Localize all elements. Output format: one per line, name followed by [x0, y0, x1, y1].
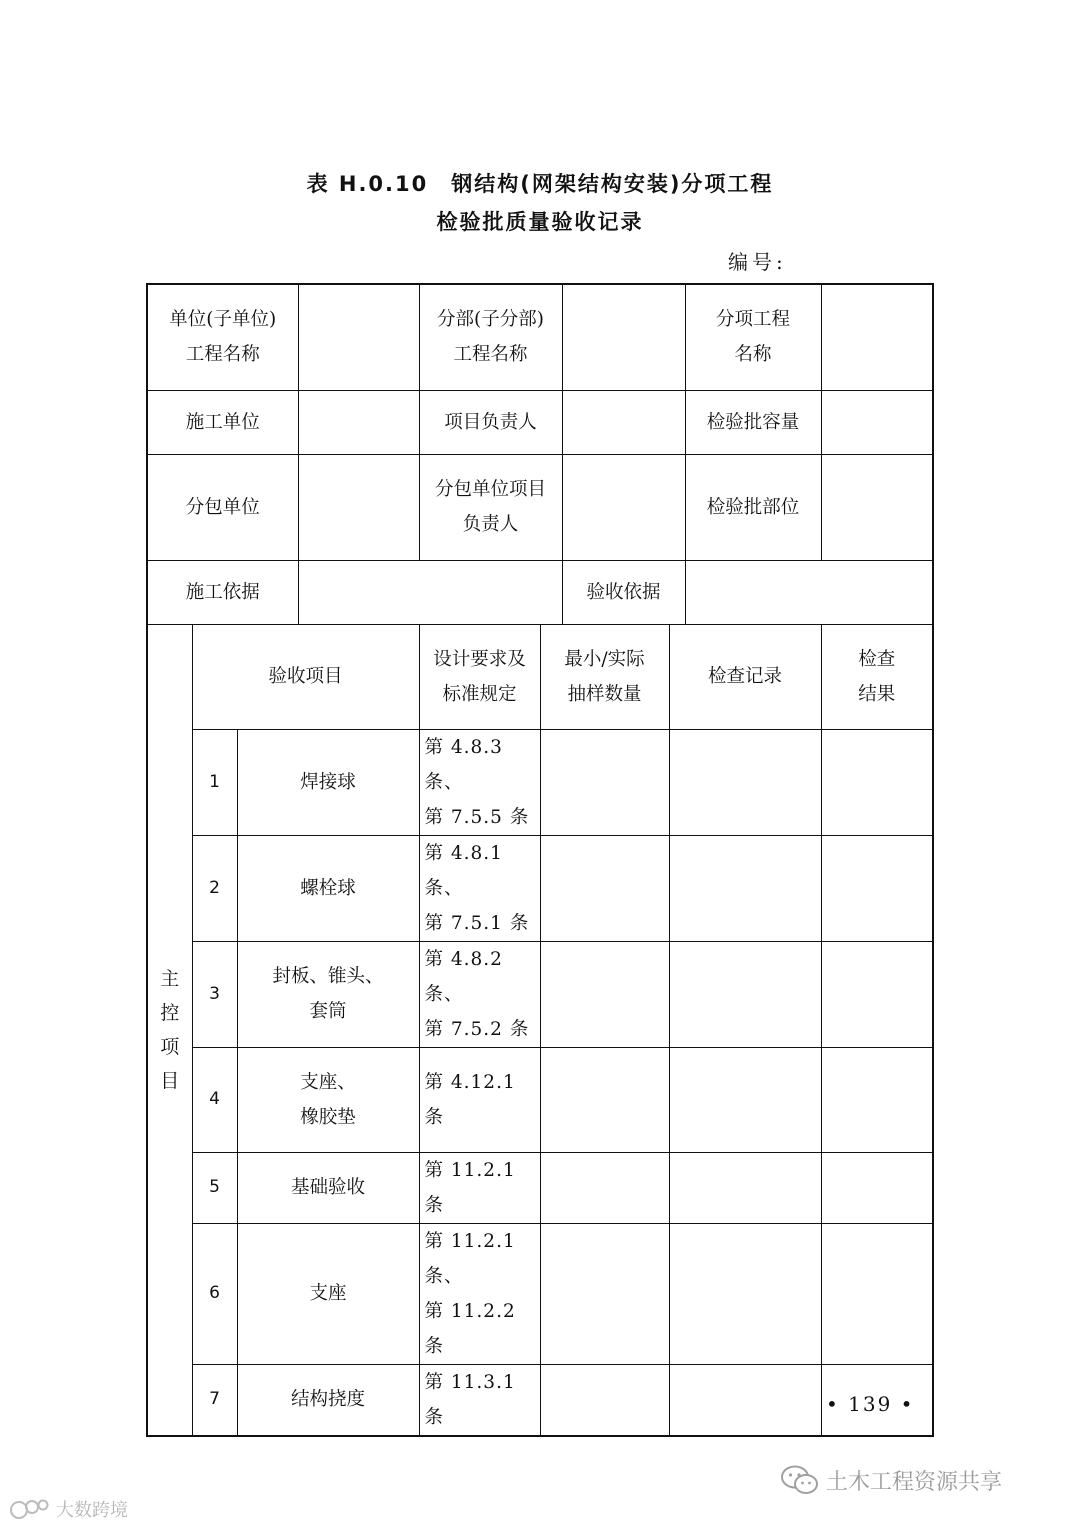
clause-line1: 第 4.8.3 条、: [424, 736, 503, 793]
unit-name-label-line2: 工程名称: [185, 344, 260, 366]
item-name-line1: 封板、锥头、: [272, 966, 384, 987]
inspection-record-table: [146, 283, 934, 1437]
clause-line1: 第 4.12.1 条: [424, 1071, 516, 1128]
main-control-label-char4: 目: [160, 1069, 180, 1092]
subcontract-unit-label: 分包单位: [147, 454, 298, 560]
watermark-right: [780, 1464, 1002, 1496]
document-title-line2: 检验批质量验收记录: [436, 210, 644, 234]
result-value-cell[interactable]: [821, 729, 933, 835]
column-header-result-cell: [821, 624, 933, 729]
row-number: 5: [192, 1152, 237, 1223]
clause-line1: 第 11.3.1 条: [424, 1371, 516, 1428]
acceptance-basis-label: 验收依据: [562, 560, 685, 624]
column-header-row: [147, 624, 933, 729]
subitem-name-label-line1: 分项工程: [715, 309, 790, 331]
subitem-name-label-cell: [685, 284, 821, 390]
unit-name-label-line1: 单位(子单位): [169, 309, 277, 331]
table-row: [147, 1364, 933, 1436]
row-number: 3: [192, 941, 237, 1047]
sampling-value-cell[interactable]: [540, 835, 669, 941]
record-value-cell[interactable]: [669, 1223, 821, 1364]
main-control-label-cell: [147, 624, 192, 1436]
item-name-line1: 结构挠度: [290, 1389, 365, 1410]
unit-name-label-cell: [147, 284, 298, 390]
clause-line1: 第 11.2.1 条: [424, 1159, 516, 1216]
record-value-cell[interactable]: [669, 1047, 821, 1152]
item-name-cell: [237, 729, 419, 835]
clause-line1: 第 11.2.1 条、: [424, 1230, 516, 1287]
record-value-cell[interactable]: [669, 835, 821, 941]
record-value-cell[interactable]: [669, 729, 821, 835]
table-row: [147, 729, 933, 835]
row-number: 7: [192, 1364, 237, 1436]
batch-capacity-label: 检验批容量: [685, 390, 821, 454]
clause-line2: 第 7.5.5 条: [424, 806, 530, 828]
document-title-line1: 表 H.0.10 钢结构(网架结构安装)分项工程: [306, 172, 774, 196]
construction-unit-label: 施工单位: [147, 390, 298, 454]
column-header-design-line2: 标准规定: [442, 683, 517, 705]
sampling-value-cell[interactable]: [540, 1364, 669, 1436]
record-value-cell[interactable]: [669, 1364, 821, 1436]
brand-logo-icon: [8, 1496, 52, 1522]
watermark-right-text: 土木工程资源共享: [826, 1469, 1003, 1495]
item-name-cell: [237, 835, 419, 941]
result-value-cell[interactable]: [821, 1223, 933, 1364]
row-number: 1: [192, 729, 237, 835]
clause-cell: [419, 941, 540, 1047]
table-row: [147, 1047, 933, 1152]
clause-line1: 第 4.8.1 条、: [424, 842, 503, 899]
sampling-value-cell[interactable]: [540, 1047, 669, 1152]
project-manager-label: 项目负责人: [419, 390, 562, 454]
column-header-design-line1: 设计要求及: [433, 648, 526, 670]
column-header-sampling-line2: 抽样数量: [567, 683, 642, 705]
row-number: 6: [192, 1223, 237, 1364]
clause-line2: 第 7.5.1 条: [424, 912, 530, 934]
sampling-value-cell[interactable]: [540, 729, 669, 835]
clause-line2: 第 11.2.2 条: [424, 1300, 516, 1357]
item-name-line2: 橡胶垫: [300, 1106, 356, 1128]
construction-basis-value-cell[interactable]: [298, 560, 562, 624]
main-control-label-char1: 主: [160, 967, 180, 990]
batch-location-value-cell[interactable]: [821, 454, 933, 560]
row-number: 4: [192, 1047, 237, 1152]
item-name-cell: [237, 1047, 419, 1152]
subitem-name-label-line2: 名称: [734, 344, 772, 366]
clause-cell: [419, 835, 540, 941]
watermark-left: [8, 1496, 128, 1522]
table-row: [147, 941, 933, 1047]
clause-cell: [419, 1152, 540, 1223]
record-number-label: 编号:: [728, 250, 787, 274]
table-row: [147, 1223, 933, 1364]
record-value-cell[interactable]: [669, 1152, 821, 1223]
column-header-sampling-cell: [540, 624, 669, 729]
column-header-sampling-line1: 最小/实际: [564, 648, 645, 670]
wechat-icon: [780, 1464, 820, 1496]
subcontract-manager-label-cell: [419, 454, 562, 560]
subitem-name-value-cell[interactable]: [821, 284, 933, 390]
division-name-label-line2: 工程名称: [453, 344, 528, 366]
main-control-label-char3: 项: [160, 1035, 180, 1058]
batch-location-label: 检验批部位: [685, 454, 821, 560]
project-manager-value-cell[interactable]: [562, 390, 685, 454]
clause-cell: [419, 1223, 540, 1364]
item-name-line2: 套筒: [309, 1001, 347, 1022]
sampling-value-cell[interactable]: [540, 1223, 669, 1364]
item-name-cell: [237, 1152, 419, 1223]
clause-cell: [419, 1047, 540, 1152]
column-header-record: 检查记录: [669, 624, 821, 729]
batch-capacity-value-cell[interactable]: [821, 390, 933, 454]
clause-cell: [419, 729, 540, 835]
division-name-label-cell: [419, 284, 562, 390]
watermark-left-text: 大数跨境: [56, 1500, 128, 1521]
sampling-value-cell[interactable]: [540, 1152, 669, 1223]
column-header-result-line2: 结果: [858, 683, 896, 705]
item-name-line1: 支座: [309, 1283, 347, 1304]
header-row-names: [147, 284, 933, 390]
clause-line2: 第 7.5.2 条: [424, 1018, 530, 1040]
subcontract-manager-value-cell[interactable]: [562, 454, 685, 560]
item-name-line1: 焊接球: [300, 771, 356, 793]
record-value-cell[interactable]: [669, 941, 821, 1047]
item-name-line1: 支座、: [300, 1071, 356, 1093]
acceptance-basis-value-cell[interactable]: [685, 560, 933, 624]
column-header-result-line1: 检查: [858, 648, 896, 670]
item-name-line1: 螺栓球: [300, 877, 356, 899]
construction-basis-label: 施工依据: [147, 560, 298, 624]
clause-line1: 第 4.8.2 条、: [424, 948, 503, 1005]
subcontract-unit-value-cell[interactable]: [298, 454, 419, 560]
result-value-cell[interactable]: [821, 1047, 933, 1152]
header-row-basis: [147, 560, 933, 624]
row-number: 2: [192, 835, 237, 941]
result-value-cell[interactable]: [821, 835, 933, 941]
column-header-item: 验收项目: [192, 624, 419, 729]
header-row-construction: [147, 390, 933, 454]
clause-cell: [419, 1364, 540, 1436]
subcontract-manager-label-line2: 负责人: [462, 514, 519, 535]
item-name-cell: [237, 1223, 419, 1364]
item-name-line1: 基础验收: [290, 1177, 365, 1198]
result-value-cell[interactable]: [821, 1152, 933, 1223]
main-control-label-char2: 控: [160, 1001, 180, 1024]
header-row-subcontract: [147, 454, 933, 560]
item-name-cell: [237, 941, 419, 1047]
division-name-value-cell[interactable]: [562, 284, 685, 390]
unit-name-value-cell[interactable]: [298, 284, 419, 390]
page-number: • 139 •: [826, 1392, 915, 1416]
division-name-label-line1: 分部(子分部): [437, 309, 544, 331]
item-name-cell: [237, 1364, 419, 1436]
table-row: [147, 835, 933, 941]
construction-unit-value-cell[interactable]: [298, 390, 419, 454]
table-row: [147, 1152, 933, 1223]
result-value-cell[interactable]: [821, 941, 933, 1047]
subcontract-manager-label-line1: 分包单位项目: [434, 479, 546, 500]
column-header-design-cell: [419, 624, 540, 729]
sampling-value-cell[interactable]: [540, 941, 669, 1047]
